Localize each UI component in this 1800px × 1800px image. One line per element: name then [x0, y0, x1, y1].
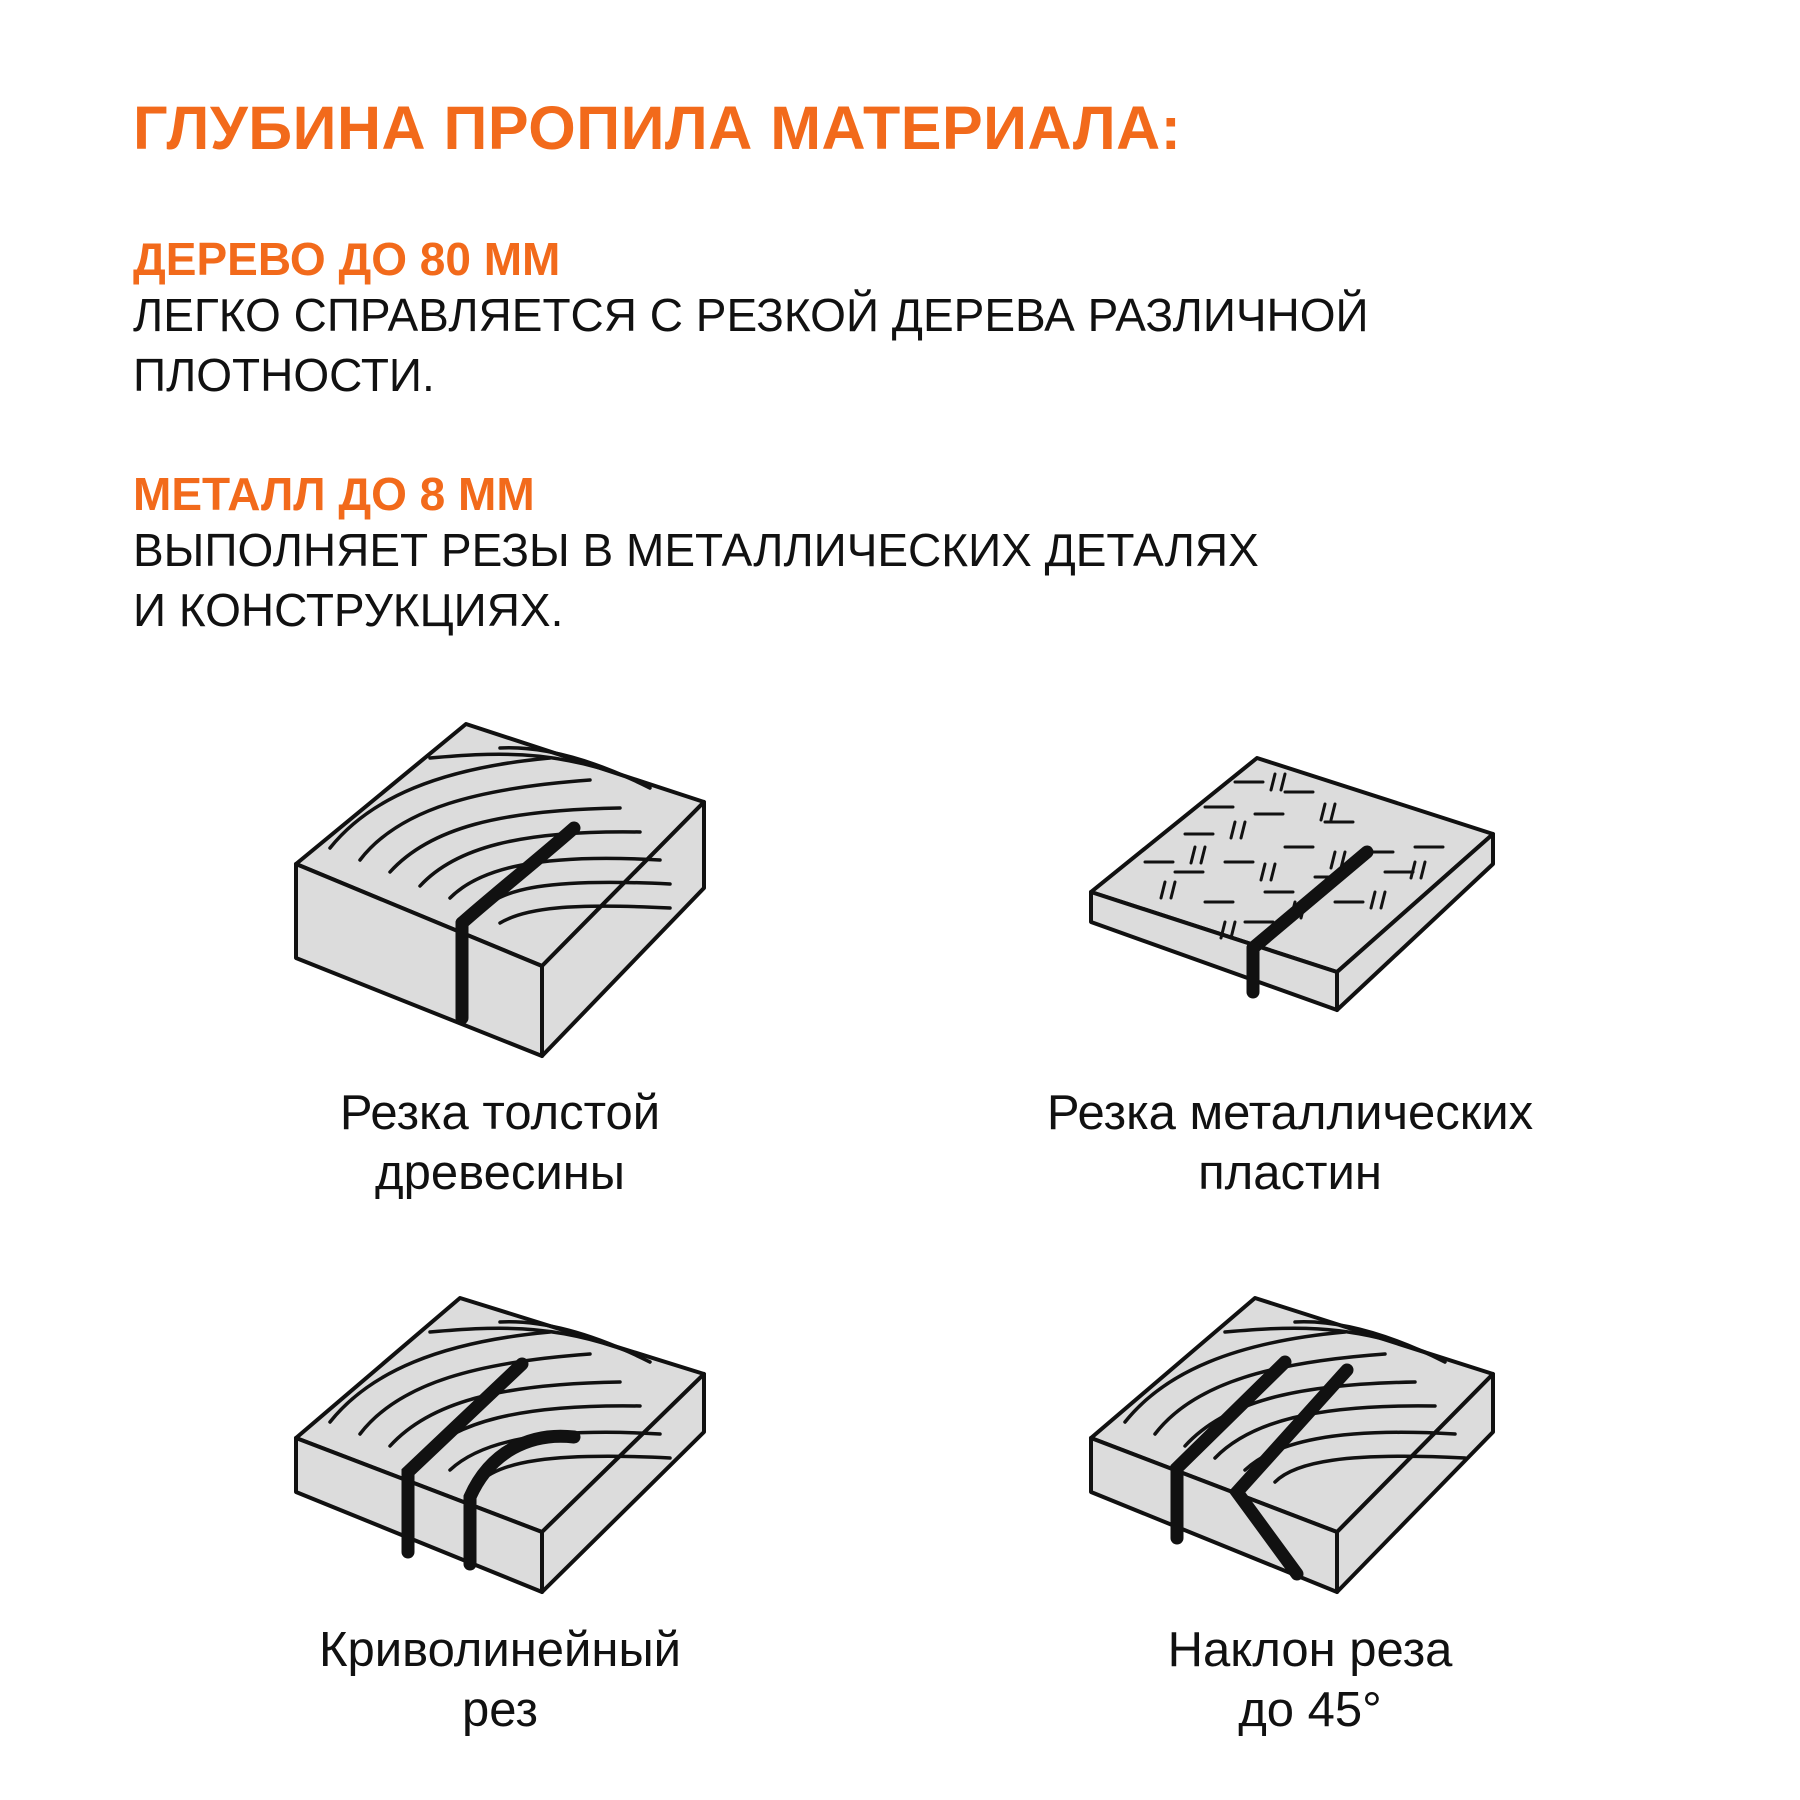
wood-description-line: ЛЕГКО СПРАВЛЯЕТСЯ С РЕЗКОЙ ДЕРЕВА РАЗЛИЧНОЙ [133, 289, 1369, 341]
caption-line: до 45° [1238, 1683, 1382, 1737]
caption-line: рез [462, 1683, 538, 1737]
curved-cut-caption [260, 1620, 740, 1740]
caption-line: Резка металлических [1046, 1086, 1534, 1140]
curved-cut-icon [290, 1292, 720, 1612]
thick-wood-caption [260, 1083, 740, 1203]
thick-wood-cut-icon [290, 718, 720, 1068]
caption-line: древесины [375, 1146, 625, 1200]
bevel-cut-icon [1085, 1292, 1505, 1612]
caption-line: Наклон реза [1167, 1623, 1453, 1677]
wood-description-line: ПЛОТНОСТИ. [133, 349, 435, 401]
metal-plate-cut-icon [1085, 752, 1505, 1032]
metal-depth-heading: МЕТАЛЛ ДО 8 ММ [133, 468, 535, 520]
caption-line: пластин [1198, 1146, 1382, 1200]
page-title: ГЛУБИНА ПРОПИЛА МАТЕРИАЛА: [133, 94, 1182, 162]
metal-description-line: ВЫПОЛНЯЕТ РЕЗЫ В МЕТАЛЛИЧЕСКИХ ДЕТАЛЯХ [133, 524, 1259, 576]
metal-description-line: И КОНСТРУКЦИЯХ. [133, 584, 564, 636]
metal-depth-description [133, 520, 1259, 640]
wood-depth-description [133, 285, 1369, 405]
metal-plate-caption [990, 1083, 1590, 1203]
caption-line: Резка толстой [339, 1086, 661, 1140]
caption-line: Криволинейный [318, 1623, 682, 1677]
bevel-cut-caption [1040, 1620, 1580, 1740]
wood-depth-heading: ДЕРЕВО ДО 80 ММ [133, 233, 561, 285]
